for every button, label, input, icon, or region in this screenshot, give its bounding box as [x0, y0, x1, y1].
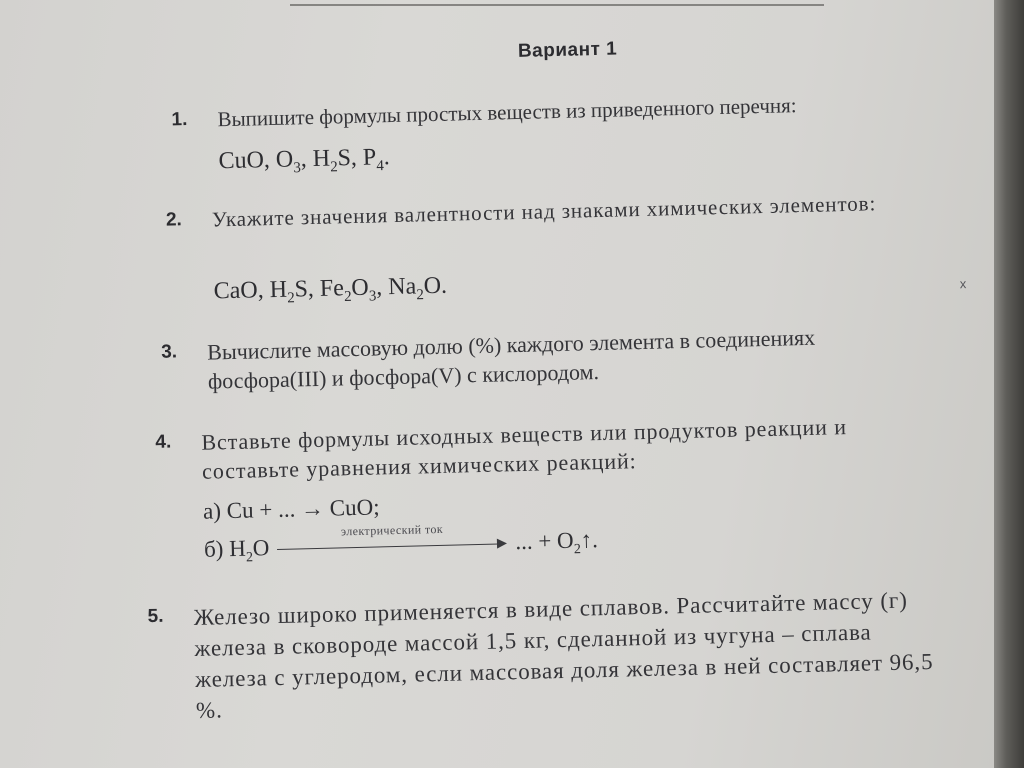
task-2: [166, 191, 928, 310]
arrow-head-icon: [497, 538, 507, 548]
margin-mark: х: [959, 276, 967, 292]
task-text: Железо широко применяется в виде сплавов. Рассчитайте массу (г) железа в сковороде массой 1,5 кг, сделанной из чугуна – сплава железа с углеродом, если массовая доля железа в ней составляет 96,5 %.: [193, 587, 934, 723]
task-3: [161, 323, 922, 412]
task-5: [147, 587, 934, 737]
task-1: [171, 91, 933, 190]
task-number: 1.: [171, 109, 188, 131]
task-text: Выпишите формулы простых веществ из приведенного перечня:: [217, 93, 797, 132]
task-text: Вставьте формулы исходных веществ или продуктов реакции и составьте уравнения химических реакций:: [201, 414, 848, 484]
reaction-b: б) $H_2O$ электрический ток ... + $O_2↑$.: [203, 521, 599, 566]
formula-list: CuO, $O_3$, $H_2S$, $P_4$.: [218, 144, 391, 177]
formula-list: CaO, $H_2S$, $Fe_2O_3$, $Na_2O$.: [213, 272, 448, 307]
reaction-condition: электрический ток: [340, 521, 444, 539]
task-number: 3.: [160, 341, 178, 363]
task-text: Укажите значения валентности над знаками химических элементов:: [211, 191, 877, 232]
reaction-a: а) Cu + ... → CuO;: [202, 494, 380, 524]
arrow-line: [277, 543, 499, 550]
task-number: 5.: [147, 605, 164, 628]
task-text: Вычислите массовую долю (%) каждого элемента в соединениях фосфора(III) и фосфора(V) с кислородом.: [206, 324, 816, 394]
variant-title: Вариант 1: [517, 38, 618, 62]
task-number: 2.: [165, 209, 183, 231]
task-4: [155, 413, 918, 572]
task-number: 4.: [155, 431, 172, 453]
